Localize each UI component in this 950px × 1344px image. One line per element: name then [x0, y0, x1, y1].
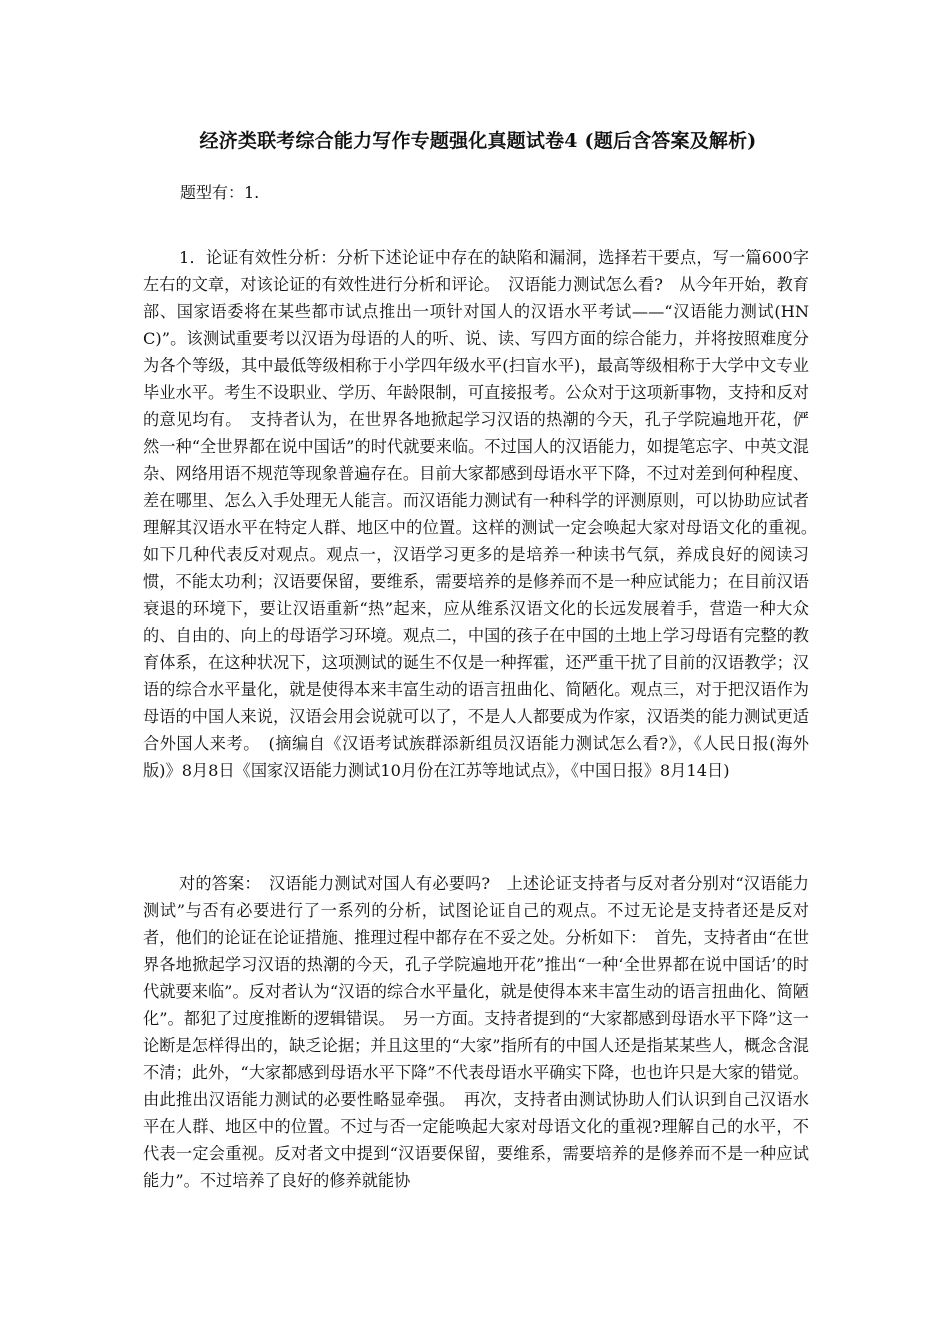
question-text: 论证有效性分析：分析下述论证中存在的缺陷和漏洞，选择若干要点，写一篇600字左右的文章，对该论证的有效性进行分析和评论。 汉语能力测试怎么看? 从今年开始，教育部、国家语委将在某些都市试点推出一项针对国人的汉语水平考试——“汉语能力测试(HNC)”。该测试重要考以汉语为母语的人的听、说、读、写四方面的综合能力，并将按照难度分为各个等级，其中最低等级相称于小学四年级水平(扫盲水平)，最高等级相称于大学中文专业毕业水平。考生不设职业、学历、年龄限制，可直接报考。公众对于这项新事物，支持和反对的意见均有。 支持者认为，在世界各地掀起学习汉语的热潮的今天，孔子学院遍地开花，俨然一种“全世界都在说中国话”的时代就要来临。不过国人的汉语能力，如提笔忘字、中英文混杂、网络用语不规范等现象普遍存在。目前大家都感到母语水平下降，不过对差到何种程度、差在哪里、怎么入手处理无人能言。而汉语能力测试有一种科学的评测原则，可以协助应试者理解其汉语水平在特定人群、地区中的位置。这样的测试一定会唤起大家对母语文化的重视。 如下几种代表反对观点。观点一，汉语学习更多的是培养一种读书气氛，养成良好的阅读习惯，不能太功利；汉语要保留，要维系，需要培养的是修养而不是一种应试能力；在目前汉语衰退的环境下，要让汉语重新“热”起来，应从维系汉语文化的长远发展着手，营造一种大众的、自由的、向上的母语学习环境。观点二，中国的孩子在中国的土地上学习母语有完整的教育体系，在这种状况下，这项测试的诞生不仅是一种挥霍，还严重干扰了目前的汉语教学；汉语的综合水平量化，就是使得本来丰富生动的语言扭曲化、简陋化。观点三，对于把汉语作为母语的中国人来说，汉语会用会说就可以了，不是人人都要成为作家，汉语类的能力测试更适合外国人来考。 (摘编自《汉语考试族群添新组员汉语能力测试怎么看?》，《人民日报(海外版)》8月8日《国家汉语能力测试10月份在江苏等地试点》，《中国日报》8月14日): [143, 248, 826, 780]
document-title: 经济类联考综合能力写作专题强化真题试卷4 (题后含答案及解析): [199, 130, 757, 152]
question-number: 1．: [179, 248, 206, 267]
question-types-line: 题型有：1.: [180, 183, 260, 202]
answer-text: 汉语能力测试对国人有必要吗? 上述论证支持者与反对者分别对“汉语能力测试”与否有必要进行了一系列的分析，试图论证自己的观点。不过无论是支持者还是反对者，他们的论证在论证措施、推理过程中都存在不妥之处。分析如下： 首先，支持者由“在世界各地掀起学习汉语的热潮的今天，孔子学院遍地开花”推出“一种‘全世界都在说中国话’的时代就要来临”。反对者认为“汉语的综合水平量化，就是使得本来丰富生动的语言扭曲化、简陋化”。都犯了过度推断的逻辑错误。 另一方面。支持者提到的“大家都感到母语水平下降”这一论断是怎样得出的，缺乏论据；并且这里的“大家”指所有的中国人还是指某某些人，概念含混不清；此外，“大家都感到母语水平下降”不代表母语水平确实下降，也也许只是大家的错觉。由此推出汉语能力测试的必要性略显牵强。 再次，支持者由测试协助人们认识到自己汉语水平在人群、地区中的位置。不过与否一定能唤起大家对母语文化的重视?理解自己的水平，不代表一定会重视。反对者文中提到“汉语要保留，要维系，需要培养的是修养而不是一种应试能力”。不过培养了良好的修养就能协: [143, 874, 809, 1190]
answer-paragraph: [143, 870, 809, 1194]
answer-label: 对的答案：: [179, 874, 253, 893]
question-paragraph: [143, 244, 826, 784]
